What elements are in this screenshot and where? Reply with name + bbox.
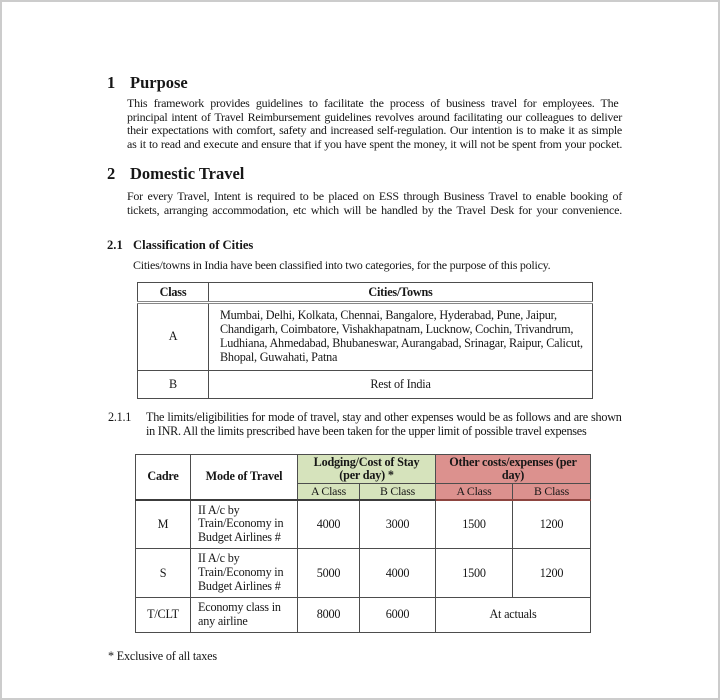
mode-line: Budget Airlines # (198, 579, 281, 594)
section-2-1-heading (107, 238, 253, 253)
cadre-m: M (136, 500, 191, 549)
mode-of-travel-m (191, 500, 298, 549)
cities-table-header-row (138, 283, 593, 303)
other-a-s: 1500 (436, 549, 513, 598)
mode-line: Train/Economy in (198, 516, 284, 531)
mode-of-travel-s (191, 549, 298, 598)
footnote: * Exclusive of all taxes (108, 649, 217, 663)
lodging-a-tclt: 8000 (298, 597, 360, 632)
section-2-number: 2 (107, 164, 116, 183)
section-2-1-paragraph (133, 259, 623, 273)
paragraph-line: as it to read and execute and ensure that if you have spent the money, it will not be spent from your pocket. (127, 136, 623, 151)
mode-of-travel-tclt (191, 597, 298, 632)
table-row (138, 370, 593, 398)
cities-list-a (209, 303, 593, 371)
section-1-heading (107, 73, 188, 93)
cities-line: Bhopal, Guwahati, Patna (220, 349, 338, 364)
table-row (138, 303, 593, 371)
header-line: Other costs/expenses (per (449, 454, 577, 469)
cities-table (137, 282, 593, 399)
mode-line: II A/c by (198, 502, 240, 517)
paragraph-line: tickets, arranging accommodation, etc which will be handled by the Travel Desk for your convenience. (127, 202, 622, 217)
section-2-title: Domestic Travel (130, 164, 245, 183)
cadre-s: S (136, 549, 191, 598)
lodging-b-s: 4000 (360, 549, 436, 598)
other-combined-tclt: At actuals (436, 597, 591, 632)
limits-header-other (436, 455, 591, 484)
cities-class-a: A (138, 303, 209, 371)
cities-line: Ludhiana, Ahmedabad, Bhubaneswar, Aurangabad, Srinagar, Raipur, Calicut, (220, 335, 583, 350)
cities-list-b: Rest of India (209, 370, 593, 398)
table-row (136, 597, 591, 632)
mode-line: Economy class in (198, 600, 281, 615)
paragraph-line: This framework provides guidelines to facilitate the process of business travel for employees. The (127, 96, 619, 110)
header-line: Lodging/Cost of Stay (313, 454, 420, 469)
section-1-paragraph (127, 97, 622, 151)
paragraph-line: For every Travel, Intent is required to be placed on ESS through Business Travel to enable booking of (127, 189, 622, 203)
subheader-other-b-class: B Class (513, 484, 591, 500)
section-2-1-title: Classification of Cities (133, 238, 254, 252)
paragraph-line: Cities/towns in India have been classified into two categories, for the purpose of this policy. (133, 258, 551, 272)
subheader-other-a-class: A Class (436, 484, 513, 500)
subheader-lodging-a-class: A Class (298, 484, 360, 500)
section-2-paragraph (127, 190, 622, 217)
limits-table (135, 454, 591, 633)
mode-line: Budget Airlines # (198, 530, 281, 545)
mode-line: any airline (198, 613, 248, 628)
section-1-title: Purpose (130, 73, 188, 92)
section-2-heading (107, 164, 244, 184)
header-line: (per day) * (339, 468, 394, 482)
lodging-b-m: 3000 (360, 500, 436, 549)
subheader-lodging-b-class: B Class (360, 484, 436, 500)
section-1-number: 1 (107, 73, 116, 92)
cities-table-header-cities: Cities/Towns (209, 283, 593, 303)
mode-line: II A/c by (198, 551, 240, 566)
paragraph-line: in INR. All the limits prescribed have been taken for the upper limit of possible travel expenses (146, 423, 587, 438)
section-2-1-number: 2.1 (107, 238, 123, 252)
cities-table-header-class: Class (138, 283, 209, 303)
limits-header-lodging (298, 455, 436, 484)
header-line: day) (501, 468, 525, 482)
paragraph-line: principal intent of Travel Reimbursement guidelines revolves around facilitating our colleagues to deliver (127, 109, 622, 124)
section-2-1-1-body (146, 411, 622, 439)
other-a-m: 1500 (436, 500, 513, 549)
lodging-a-s: 5000 (298, 549, 360, 598)
other-b-s: 1200 (513, 549, 591, 598)
limits-header-mode: Mode of Travel (191, 455, 298, 500)
cities-line: Mumbai, Delhi, Kolkata, Chennai, Bangalore, Hyderabad, Pune, Jaipur, (220, 308, 557, 322)
cities-line: Chandigarh, Coimbatore, Vishakhapatnam, Lucknow, Cochin, Trivandrum, (220, 321, 574, 336)
table-row (136, 549, 591, 598)
table-row (136, 500, 591, 549)
limits-header-cadre: Cadre (136, 455, 191, 500)
section-2-1-1-number: 2.1.1 (108, 410, 132, 424)
other-b-m: 1200 (513, 500, 591, 549)
limits-table-header-row (136, 455, 591, 484)
cities-class-b: B (138, 370, 209, 398)
lodging-b-tclt: 6000 (360, 597, 436, 632)
paragraph-line: The limits/eligibilities for mode of travel, stay and other expenses would be as follows and are shown (146, 410, 622, 424)
cadre-tclt: T/CLT (136, 597, 191, 632)
paragraph-line: their expectations with comfort, safety and increased self-regulation. Our intention is to make it as simple (127, 123, 623, 138)
section-2-1-1-paragraph (108, 411, 622, 439)
mode-line: Train/Economy in (198, 565, 284, 580)
lodging-a-m: 4000 (298, 500, 360, 549)
